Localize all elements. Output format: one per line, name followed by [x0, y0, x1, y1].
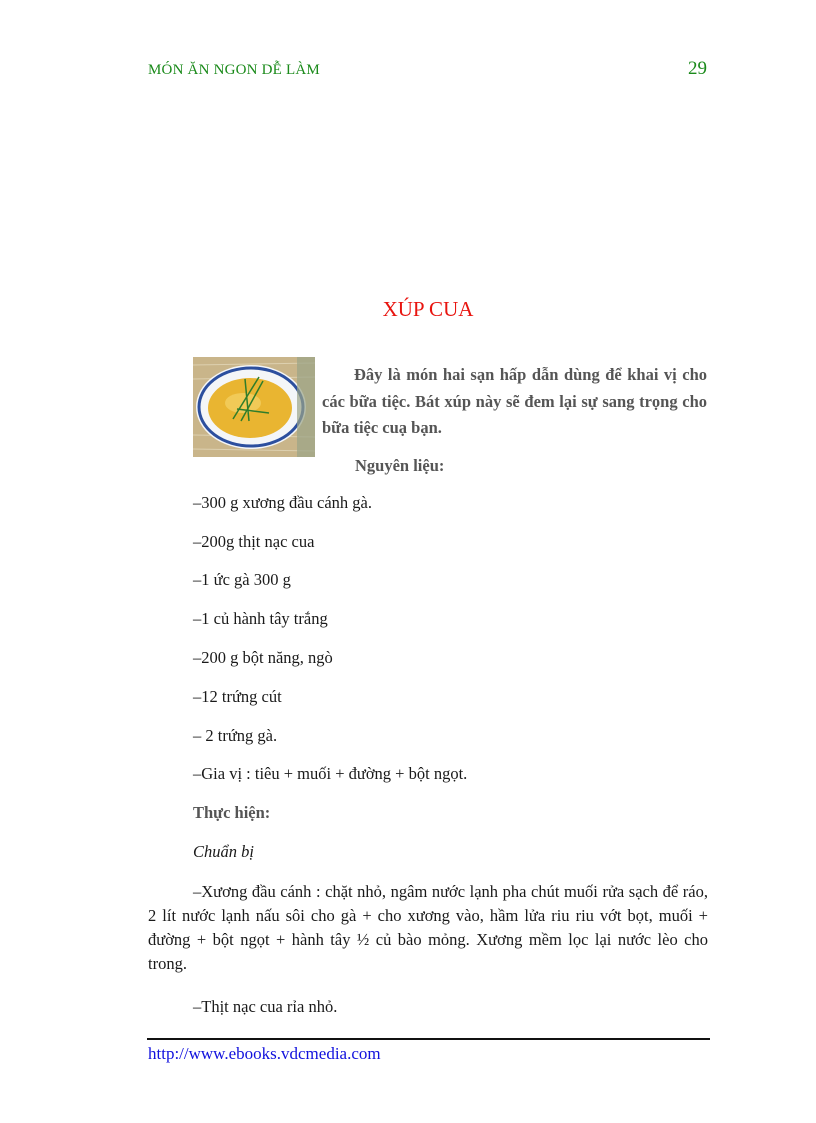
prep-heading: Chuẩn bị [193, 842, 254, 861]
ingredient-item: –1 củ hành tây trắng [193, 609, 328, 628]
prep-paragraph: –Xương đầu cánh : chặt nhỏ, ngâm nước lạnh pha chút muối rửa sạch để ráo, 2 lít nước lạnh nấu sôi cho gà + cho xương vào, hầm lửa riu riu vớt bọt, muối + đường + bột ngọt + hành tây ½ củ bào mỏng. Xương mềm lọc lại nước lèo cho trong. [148, 882, 708, 973]
recipe-intro: Đây là món hai sạn hấp dẫn dùng để khai vị cho các bữa tiệc. Bát xúp này sẽ đem lại sự sang trọng cho bữa tiệc cuạ bạn. [322, 365, 707, 437]
book-title: MÓN ĂN NGON DỄ LÀM [148, 62, 320, 78]
footer-divider [147, 1038, 710, 1040]
recipe-title: XÚP CUA [382, 297, 474, 321]
ingredient-item: –200g thịt nạc cua [193, 532, 315, 551]
ingredient-item: –200 g bột năng, ngò [193, 648, 333, 667]
ingredient-item: –Gia vị : tiêu + muối + đường + bột ngọt. [193, 764, 468, 783]
ingredient-item: – 2 trứng gà. [193, 726, 278, 745]
ingredient-item: –12 trứng cút [193, 687, 282, 706]
page-number: 29 [688, 58, 707, 79]
ingredient-item: –300 g xương đầu cánh gà. [193, 493, 372, 512]
soup-bowl-photo [193, 357, 315, 457]
footer-link[interactable]: http://www.ebooks.vdcmedia.com [148, 1044, 381, 1063]
method-heading: Thực hiện: [193, 803, 271, 822]
ingredient-item: –1 ức gà 300 g [193, 570, 291, 589]
ingredients-heading: Nguyên liệu: [355, 456, 445, 475]
prep-paragraph: –Thịt nạc cua rỉa nhỏ. [193, 997, 338, 1016]
